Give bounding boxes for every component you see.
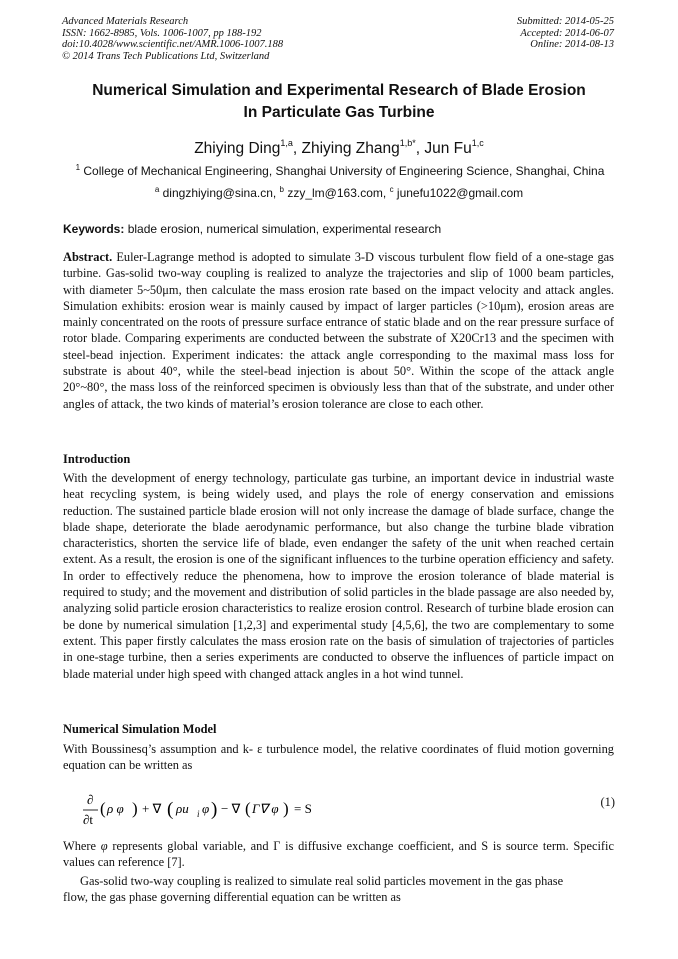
- keywords: [63, 221, 615, 237]
- email-mark: c: [389, 185, 394, 194]
- gamma-symbol: Γ: [273, 839, 281, 853]
- equation-1: [82, 789, 615, 829]
- abstract: [63, 249, 614, 412]
- email-mark: b: [279, 185, 284, 194]
- introduction-text: With the development of energy technology, particulate gas turbine, an important device in industrial waste heat recycling system, is being widely used, and plays the role of energy conservation and emissions reduction. The sustained particle blade erosion will not only increase the damage of blade surface, change the blade shape, deteriorate the blade aerodynamic performance, but also change the turbine blade vibration characteristics, shorten the service life of blade, even endanger the safety of the unit when reached certain extent. As a result, the erosion is one of the significant influences to the turbine operation efficiency and safety. In order to effectively reduce the phenomena, how to improve the erosion tolerance of blade material is required to study; and the movement and distribution of solid particles in the blade passage are also needed by, analyzing solid particle erosion characteristics to realize erosion control. Research of turbine blade erosion can be done by numerical simulation [1,2,3] and experimental study [4,5,6], the two are complementary to some extent. This paper firstly calculates the mass erosion rate on the basis of simulation of trajectories of particles in one-stage turbine, then a series experiments are conducted to observe the influences of particle impact on blade material under high speed with changed attack angles in a hot wind tunnel.: [63, 471, 614, 681]
- paper-title: [40, 80, 638, 124]
- eq-rho-phi: ρ φ: [107, 801, 124, 816]
- email-address[interactable]: dingzhiying@sina.cn: [162, 186, 273, 200]
- eq-paren: ): [132, 799, 138, 818]
- eq-gamma-term: Γ∇ φ: [252, 801, 279, 816]
- accepted-date: Accepted: 2014-06-07: [520, 27, 614, 39]
- author-affil-mark: 1,b*: [399, 138, 416, 148]
- author-name: Jun Fu: [424, 140, 472, 157]
- eq-plus-nabla: + ∇: [142, 801, 162, 816]
- title-line-2: In Particulate Gas Turbine: [243, 104, 435, 121]
- where-text-2: represents global variable, and: [112, 839, 269, 853]
- email-address[interactable]: zzy_lm@163.com: [287, 186, 383, 200]
- issn-line: ISSN: 1662-8985, Vols. 1006-1007, pp 188-192: [62, 27, 262, 39]
- equation-graphic: [82, 789, 522, 829]
- journal-header-left: [62, 16, 283, 62]
- email-address[interactable]: junefu1022@gmail.com: [396, 186, 524, 200]
- author-affil-mark: 1,a: [280, 138, 293, 148]
- eq-partial-t: ∂t: [83, 812, 94, 827]
- title-line-1: Numerical Simulation and Experimental Research of Blade Erosion: [92, 82, 586, 99]
- author-name: Zhiying Zhang: [301, 140, 400, 157]
- eq-partial: ∂: [87, 792, 94, 807]
- author-affil-mark: 1,c: [471, 138, 484, 148]
- phi-symbol: φ: [100, 839, 108, 853]
- affiliation: [62, 163, 618, 179]
- eq-paren: ): [211, 799, 218, 820]
- eq-paren: ): [283, 799, 289, 818]
- where-text-1: Where: [63, 839, 97, 853]
- keywords-text: blade erosion, numerical simulation, experimental research: [127, 222, 442, 236]
- eq-rho-u: ρu: [176, 801, 189, 816]
- gas-phase-paragraph: [63, 873, 614, 906]
- gas-line-2: flow, the gas phase governing differential equation can be written as: [63, 890, 401, 905]
- model-heading: Numerical Simulation Model: [63, 722, 217, 736]
- where-text-3: is diffusive exchange coefficient, and S is source term. Specific values can reference [7].: [63, 839, 614, 870]
- keywords-label: Keywords:: [63, 222, 125, 236]
- eq-equals-s: = S: [294, 801, 312, 816]
- equation-explanation: [63, 838, 614, 871]
- equation-number: (1): [600, 795, 615, 809]
- abstract-text: Euler-Lagrange method is adopted to simulate 3-D viscous turbulent flow field of a one-stage gas turbine. Gas-solid two-way coupling is realized to analyze the trajectories and slip of 1000 beam particles, with diameter 5~50μm, then calculate the mass erosion rate based on the impact velocity and attack angles. Simulation exhibits: erosion wear is mainly caused by impact of larger particles (>10μm), erosion areas are mainly concentrated on the roots of pressure surface entrance of static blade and on the rear pressure surface of rotor blade. Comparing experiments are conducted between the substrate of X20Cr13 and the specimen with steel-bead injection. Experiment indicates: the attack angle corresponding to the maximal mass loss for substrate is about 40°, while the steel-bead injection is about 50°. Within the scope of the attack angle 20°~80°, the mass loss of the reinforced specimen is obviously less than that of the substrate, and under other angles of attack, the two kinds of material’s erosion tolerance are close to each other.: [63, 250, 614, 411]
- email-mark: a: [154, 185, 160, 194]
- eq-paren: (: [100, 799, 106, 818]
- introduction-heading: Introduction: [63, 452, 131, 466]
- eq-paren: (: [245, 799, 251, 818]
- eq-paren: (: [167, 799, 174, 820]
- journal-name: Advanced Materials Research: [62, 16, 189, 27]
- copyright-line: © 2014 Trans Tech Publications Ltd, Switzerland: [62, 50, 270, 62]
- author-emails: $^a$ dingzhiying@sina.cn, $^b$ zzy_lm@163.com, $^c$ junefu1022@gmail.com: [154, 185, 524, 200]
- author-list: Zhiying Ding$^{1,a}$, Zhiying Zhang$^{1,b*}$, Jun Fu$^{1,c}$: [194, 138, 484, 157]
- author-name: Zhiying Ding: [194, 140, 281, 157]
- online-date: Online: 2014-08-13: [530, 39, 614, 50]
- affiliation-mark: 1: [75, 163, 81, 172]
- doi-line: doi:10.4028/www.scientific.net/AMR.1006-1007.188: [62, 39, 284, 50]
- eq-subscript: i: [197, 809, 200, 819]
- submitted-date: Submitted: 2014-05-25: [516, 16, 614, 27]
- affiliation-text: College of Mechanical Engineering, Shanghai University of Engineering Science, Shanghai, China: [83, 164, 605, 178]
- journal-header-right: [517, 16, 614, 51]
- gas-line-1: Gas-solid two-way coupling is realized to simulate real solid particles movement in the gas phase: [80, 874, 564, 888]
- eq-phi: φ: [202, 801, 210, 816]
- model-text: With Boussinesq’s assumption and k- ε turbulence model, the relative coordinates of fluid motion governing equation can be written as: [63, 742, 614, 773]
- abstract-label: Abstract.: [63, 250, 113, 264]
- eq-minus-nabla: − ∇: [221, 801, 241, 816]
